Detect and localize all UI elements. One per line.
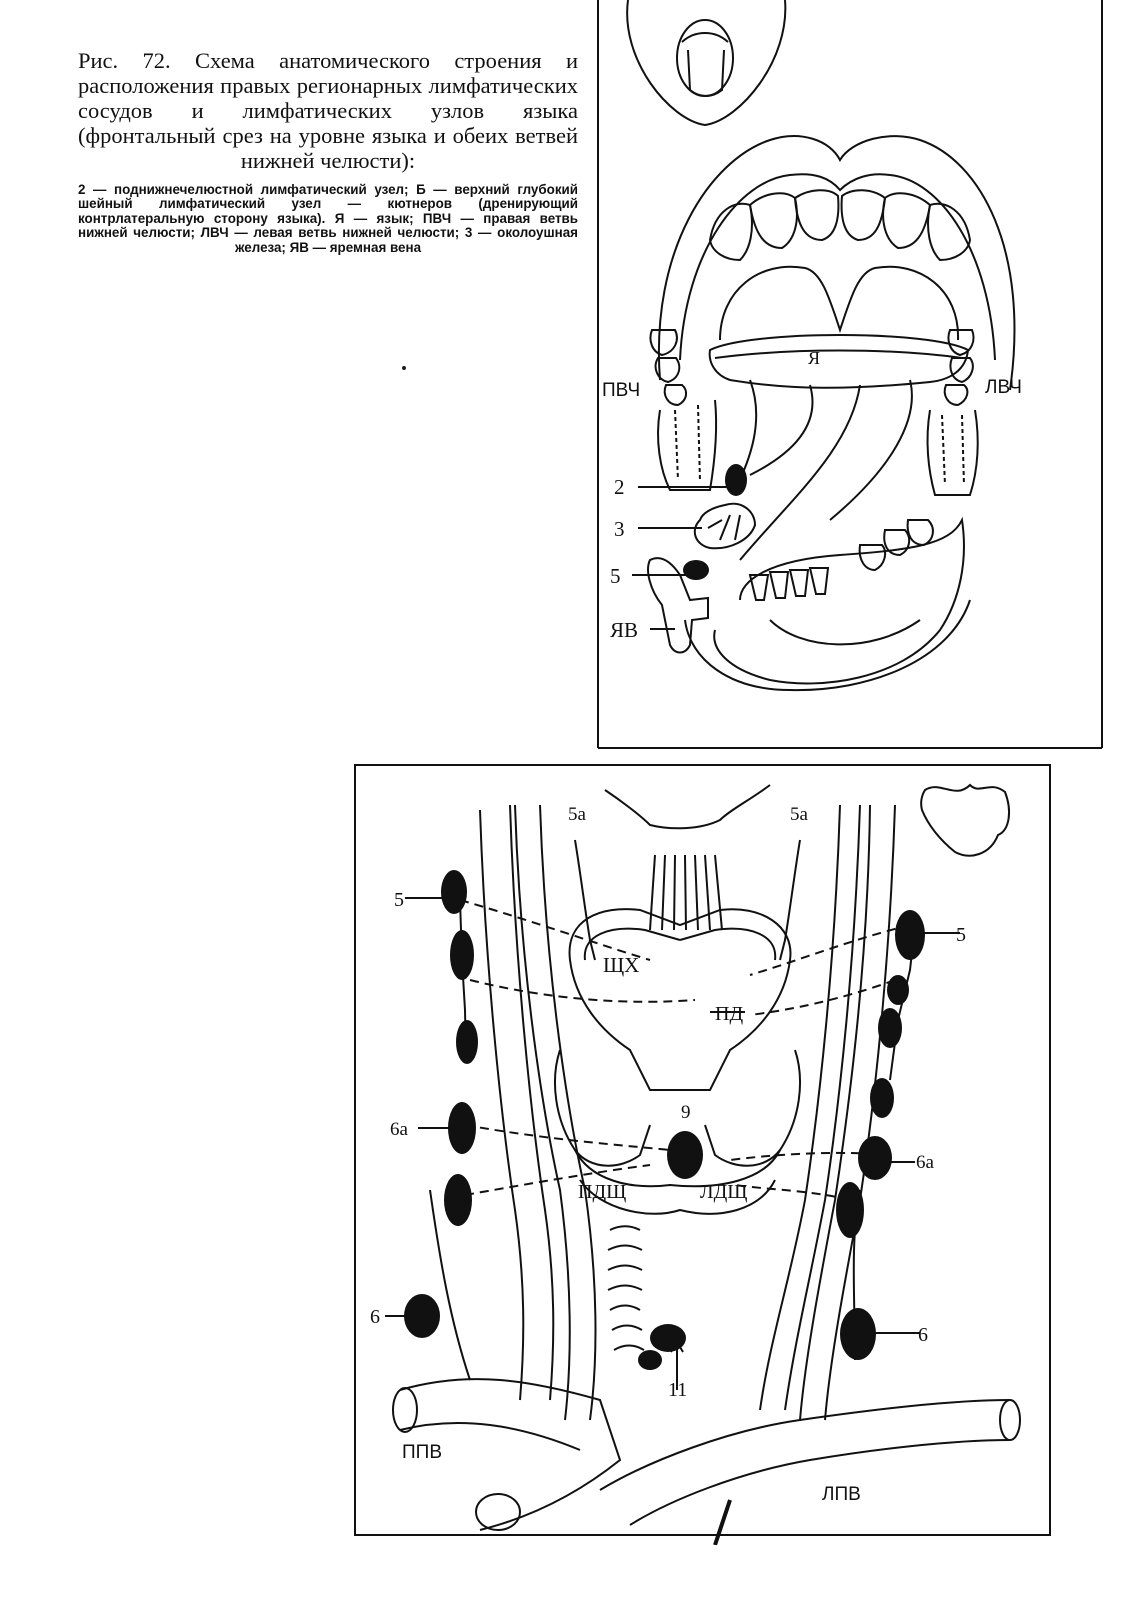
label-6a-right: 6а <box>916 1152 934 1173</box>
label-5a-left: 5а <box>568 804 586 825</box>
left-ramus <box>928 410 978 495</box>
label-5a-right: 5а <box>790 804 808 825</box>
label-node-11: 11 <box>668 1379 688 1401</box>
upper-lip <box>659 136 1015 390</box>
lymph-vessel-4 <box>830 380 912 520</box>
node-5-left <box>441 870 467 914</box>
label-6-left: 6 <box>370 1306 380 1328</box>
left-carotid-artery <box>760 805 840 1410</box>
chin-crease <box>770 620 920 644</box>
node-5-right <box>895 910 925 960</box>
label-jugular-vein: ЯВ <box>610 618 639 642</box>
palate <box>720 267 958 340</box>
small-tongue-icon <box>682 33 728 96</box>
left-vein-cut-end <box>393 1388 417 1432</box>
right-ramus-inner <box>675 405 700 482</box>
node-right-4 <box>870 1078 894 1118</box>
figure-bottom-neck-lymphatics <box>350 760 1060 1545</box>
parotid-gland-lobules <box>708 515 740 540</box>
node-6-left <box>404 1294 440 1338</box>
thyroid-outline-icon <box>921 785 1009 856</box>
label-pd: ПД <box>715 1003 744 1025</box>
node-right-2 <box>887 975 909 1005</box>
node-right-6 <box>836 1182 864 1238</box>
tongue <box>710 335 968 388</box>
label-thyroid-cartilage: ЩХ <box>603 953 640 977</box>
label-gland-3: 3 <box>614 517 625 541</box>
node-6a-left <box>448 1102 476 1154</box>
label-5-right: 5 <box>956 924 966 946</box>
lymph-node-5 <box>683 560 709 580</box>
label-6a-left: 6а <box>390 1119 408 1140</box>
lymph-vessel-3 <box>740 385 860 560</box>
node-9 <box>667 1131 703 1179</box>
thyroid-cartilage <box>570 909 791 1090</box>
lymph-node-2 <box>725 464 747 496</box>
stray-dot <box>402 366 406 370</box>
node-6a-right <box>858 1136 892 1180</box>
label-5-left: 5 <box>394 889 404 911</box>
left-side-teeth <box>945 330 974 405</box>
label-node-9: 9 <box>681 1102 691 1123</box>
right-jugular-vein-wall <box>540 805 595 1420</box>
upper-teeth <box>710 190 970 260</box>
node-11-b <box>638 1350 662 1370</box>
right-ramus <box>658 400 716 490</box>
node-left-2 <box>450 930 474 980</box>
caption-legend: 2 — поднижнечелюстной лимфатический узел; Б — верхний глубокий шейный лимфатический узел — кютнеров (дренирующий контрлатеральную сторону языка). Я — язык; ПВЧ — правая ветвь нижней челюсти; ЛВЧ — левая ветвь нижней челюсти; 3 — околоушная железа; ЯВ — яремная вена <box>78 182 578 255</box>
label-node-5: 5 <box>610 564 621 588</box>
left-thyroid-lobe-outline <box>705 1050 800 1166</box>
label-node-2: 2 <box>614 475 625 499</box>
caption-title: Рис. 72. Схема анатомического строения и расположения правых регионарных лимфатических сосудов и лимфатических узлов языка (фронтальный срез на уровне языка и обеих ветвей нижней челюсти): <box>78 48 578 173</box>
label-right-thyroid-lobe: ПДЩ <box>578 1181 627 1203</box>
node-11 <box>650 1324 686 1352</box>
face-outline <box>627 0 785 125</box>
right-vein-cut-end <box>1000 1400 1020 1440</box>
hyoid-bone <box>605 785 770 828</box>
lower-teeth <box>750 520 933 600</box>
label-left-ramus: ЛВЧ <box>985 377 1022 398</box>
left-ramus-inner <box>942 415 964 485</box>
label-left-thyroid-lobe: ЛДЩ <box>700 1181 748 1203</box>
tongue-midline <box>715 351 962 359</box>
node-left-3 <box>456 1020 478 1064</box>
label-right-ramus: ПВЧ <box>602 380 641 401</box>
node-6-right <box>840 1308 876 1360</box>
label-vein-right: ЛПВ <box>822 1484 861 1505</box>
figure-top-mouth-section <box>590 0 1110 760</box>
right-brachiocephalic-vein <box>600 1400 1010 1490</box>
label-vein-left: ППВ <box>402 1442 442 1463</box>
thyroid-cartilage-inner-right <box>680 929 775 960</box>
vessel-stub <box>715 1500 730 1545</box>
right-carotid-artery <box>480 810 523 1400</box>
trachea-rings <box>608 1226 644 1350</box>
right-carotid-artery-wall <box>510 805 553 1400</box>
right-brachiocephalic-vein-wall <box>630 1440 1010 1525</box>
label-tongue: Я <box>808 348 821 368</box>
lymph-vessel-2 <box>750 385 813 475</box>
lower-lip-outer <box>685 600 970 690</box>
figure-caption <box>78 48 578 255</box>
node-left-5 <box>444 1174 472 1226</box>
label-6-right: 6 <box>918 1324 928 1346</box>
node-right-3 <box>878 1008 902 1048</box>
